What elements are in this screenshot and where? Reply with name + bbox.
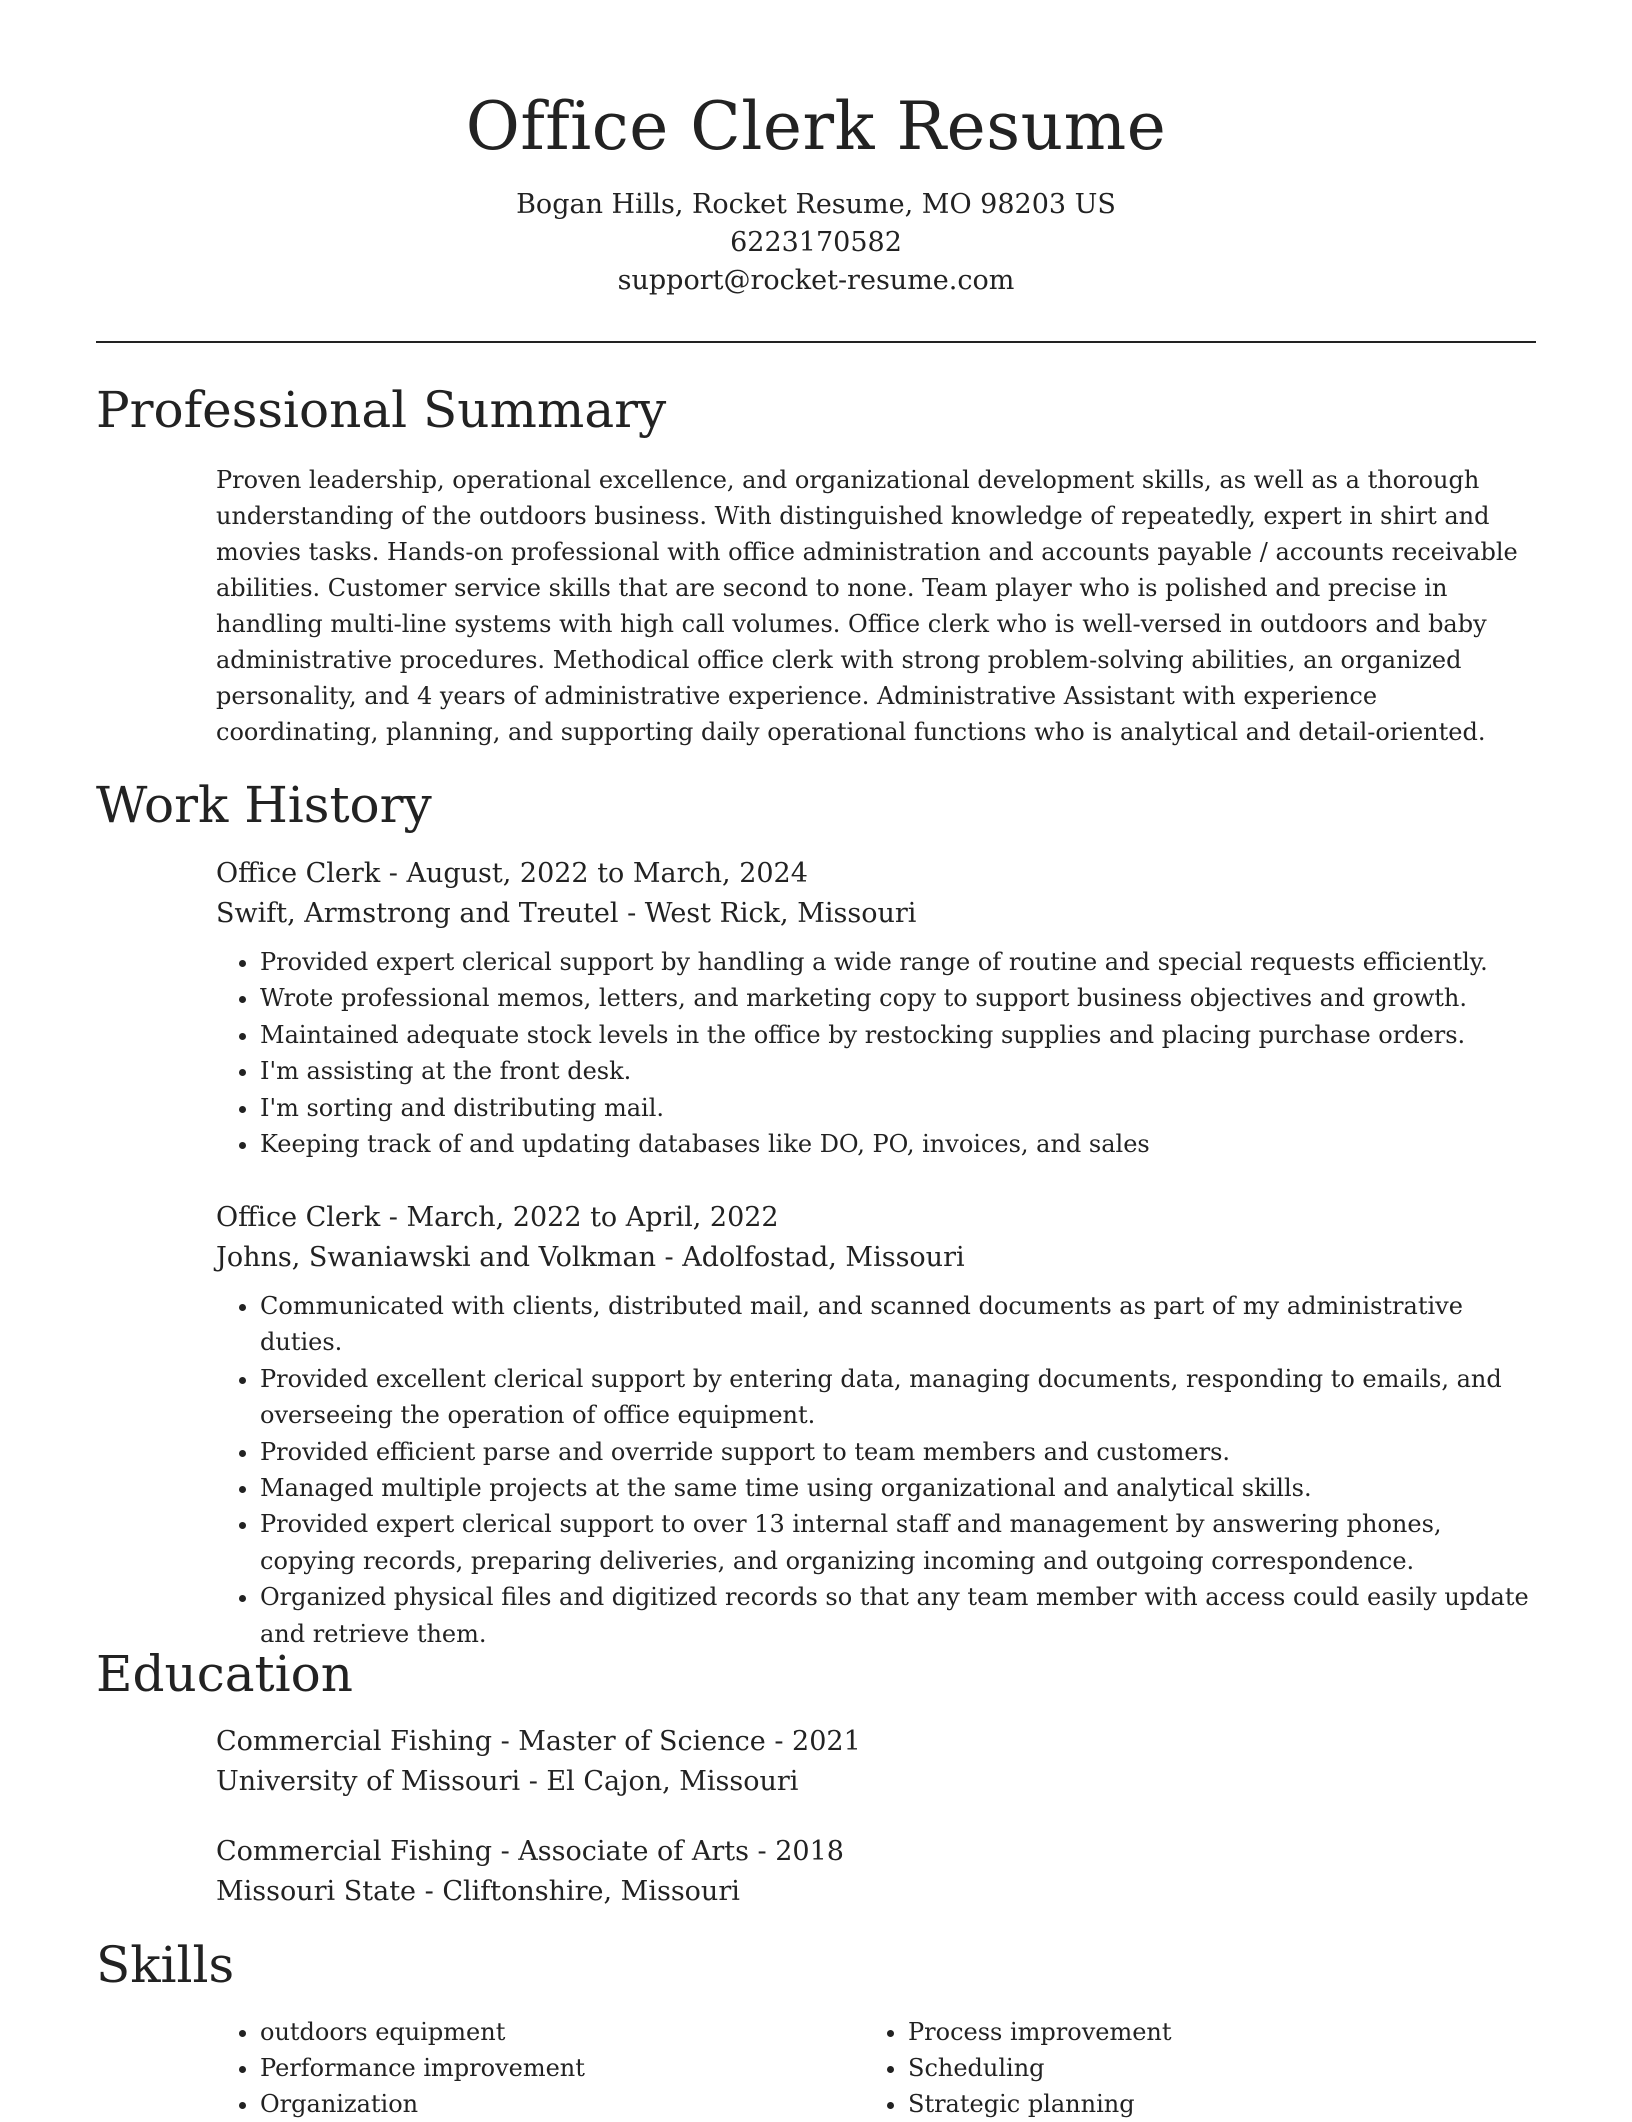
list-item: • outdoors equipment (260, 2014, 864, 2050)
contact-email: support@rocket-resume.com (617, 265, 1015, 296)
education-heading: Education (96, 1645, 353, 1703)
contact-phone: 6223170582 (730, 227, 902, 258)
list-item: • Scheduling (908, 2050, 1512, 2086)
job-company-line (216, 1238, 1536, 1278)
job-location: - Adolfostad, Missouri (655, 1242, 965, 1273)
summary-section (216, 462, 1536, 750)
job-company-line (216, 894, 1536, 934)
degree-line: Commercial Fishing - Master of Science - 2021 (216, 1726, 861, 1757)
contact-info (0, 186, 1632, 300)
work-history-heading: Work History (96, 776, 432, 834)
summary-text: Proven leadership, operational excellence, and organizational development skills, as well as a thorough understanding of the outdoors business. With distinguished knowledge of repeatedly, expert in shirt and movies tasks. Hands-on professional with office administration and accounts payable / accounts receivable abilities. Customer service skills that are second to none. Team player who is polished and precise in handling multi-line systems with high call volumes. Office clerk who is well-versed in outdoors and baby administrative procedures. Methodical office clerk with strong problem-solving abilities, an organized personality, and 4 years of administrative experience. Administrative Assistant with experience coordinating, planning, and supporting daily operational functions who is analytical and detail-oriented. (216, 466, 1518, 746)
skills-list-right (864, 2014, 1512, 2122)
list-item: • I'm assisting at the front desk. (260, 1053, 1536, 1089)
job-title-line: Office Clerk - August, 2022 to March, 2024 (216, 858, 808, 889)
contact-address: Bogan Hills, Rocket Resume, MO 98203 US (516, 189, 1116, 220)
job-company: Johns, Swaniawski and Volkman (216, 1242, 656, 1273)
list-item: • Managed multiple projects at the same time using organizational and analytical skills. (260, 1470, 1536, 1506)
school-line (216, 1872, 1536, 1912)
list-item: • Provided expert clerical support to over 13 internal staff and management by answering phones, copying records, preparing deliveries, and organizing incoming and outgoing correspondence. (260, 1506, 1536, 1579)
list-item: • Maintained adequate stock levels in the office by restocking supplies and placing purchase orders. (260, 1017, 1536, 1053)
list-item: • Provided expert clerical support by handling a wide range of routine and special requests efficiently. (260, 944, 1536, 980)
job-bullets (216, 1288, 1536, 1652)
resume-header (0, 0, 1632, 300)
list-item: • Communicated with clients, distributed mail, and scanned documents as part of my administrative duties. (260, 1288, 1536, 1361)
list-item: • Process improvement (908, 2014, 1512, 2050)
education-entry (216, 1832, 1536, 1912)
header-divider (96, 341, 1536, 343)
list-item: • Wrote professional memos, letters, and marketing copy to support business objectives and growth. (260, 980, 1536, 1016)
degree-line: Commercial Fishing - Associate of Arts - 2018 (216, 1836, 844, 1867)
job-location: - West Rick, Missouri (618, 898, 917, 929)
summary-heading: Professional Summary (96, 381, 667, 439)
list-item: • Provided efficient parse and override support to team members and customers. (260, 1434, 1536, 1470)
school-location: - Cliftonshire, Missouri (416, 1876, 740, 1907)
job-company: Swift, Armstrong and Treutel (216, 898, 619, 929)
list-item: • Performance improvement (260, 2050, 864, 2086)
job-bullets (216, 944, 1536, 1162)
skills-section (216, 2014, 1536, 2122)
skills-list-left (216, 2014, 864, 2122)
resume-title: Office Clerk Resume (465, 88, 1167, 165)
list-item: • Keeping track of and updating databases like DO, PO, invoices, and sales (260, 1126, 1536, 1162)
skills-heading: Skills (96, 1936, 235, 1994)
list-item: • Strategic planning (908, 2086, 1512, 2122)
list-item: • I'm sorting and distributing mail. (260, 1090, 1536, 1126)
job-title-line: Office Clerk - March, 2022 to April, 2022 (216, 1202, 779, 1233)
school-line (216, 1762, 1536, 1802)
list-item: • Organized physical files and digitized records so that any team member with access could easily update and retrieve them. (260, 1579, 1536, 1652)
list-item: • Provided excellent clerical support by entering data, managing documents, responding to emails, and overseeing the operation of office equipment. (260, 1361, 1536, 1434)
job-entry (216, 854, 1536, 1162)
school-name: University of Missouri (216, 1766, 521, 1797)
school-name: Missouri State (216, 1876, 417, 1907)
school-location: - El Cajon, Missouri (520, 1766, 799, 1797)
job-entry (216, 1198, 1536, 1652)
skills-columns (216, 2014, 1536, 2122)
education-entry (216, 1722, 1536, 1802)
list-item: • Organization (260, 2086, 864, 2122)
